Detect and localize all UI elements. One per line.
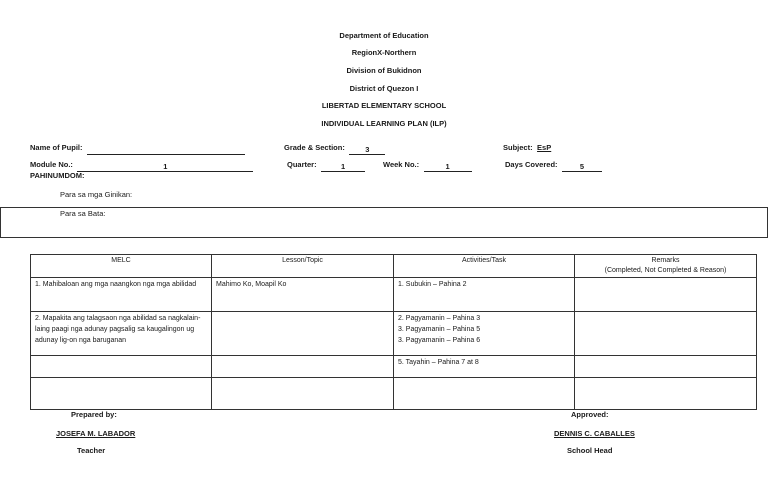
melc-header: MELC — [31, 255, 212, 278]
quarter-label: Quarter: — [287, 160, 317, 169]
header-plan-title: INDIVIDUAL LEARNING PLAN (ILP) — [321, 119, 447, 128]
grade-section-field — [284, 137, 385, 155]
lesson-cell: Mahimo Ko, Moapil Ko — [212, 278, 394, 312]
header-school: LIBERTAD ELEMENTARY SCHOOL — [321, 101, 447, 110]
remarks-cell — [575, 378, 757, 410]
week-label: Week No.: — [383, 160, 420, 169]
ilp-table — [30, 254, 757, 410]
module-label: Module No.: — [30, 160, 73, 169]
pupil-name-field — [30, 137, 245, 155]
table-row — [31, 378, 757, 410]
table-header-row — [31, 255, 757, 278]
remarks-cell — [575, 278, 757, 312]
melc-cell: 2. Mapakita ang talagsaon nga abilidad sa nagkalain-laing paagi nga adunay pagsalig sa kaugalingon ug adunay lig-on nga baruganan — [31, 312, 212, 356]
lesson-header: Lesson/Topic — [212, 255, 394, 278]
header-district: District of Quezon I — [349, 84, 419, 93]
remarks-cell — [575, 312, 757, 356]
approved-by-name: DENNIS C. CABALLES — [554, 429, 635, 438]
pupil-name-label: Name of Pupil: — [30, 143, 83, 152]
table-row — [31, 312, 757, 356]
prepared-by-role: Teacher — [77, 446, 106, 455]
activities-cell — [394, 278, 575, 312]
days-covered-value: 5 — [562, 162, 602, 172]
header-department: Department of Education — [339, 31, 429, 40]
melc-cell — [31, 356, 212, 378]
melc-cell: 1. Mahibaloan ang mga naangkon nga mga abilidad — [31, 278, 212, 312]
subject-value: EsP — [537, 143, 552, 152]
ginikan-label: Para sa mga Ginikan: — [60, 190, 133, 199]
remarks-header — [575, 255, 757, 278]
header-division: Division of Bukidnon — [346, 66, 422, 75]
quarter-field — [287, 154, 365, 172]
activity-item: 2. Pagyamanin – Pahina 3 — [398, 315, 481, 322]
prepared-by-name: JOSEFA M. LABADOR — [56, 429, 136, 438]
activity-item: 3. Pagyamanin – Pahina 5 — [398, 326, 481, 333]
pahinumdom-label: PAHINUMDOM: — [30, 171, 85, 180]
activity-item: 1. Subukin – Pahina 2 — [398, 281, 467, 288]
activities-header: Activities/Task — [394, 255, 575, 278]
subject-label: Subject: — [503, 143, 533, 152]
remarks-cell — [575, 356, 757, 378]
approved-label: Approved: — [571, 410, 609, 419]
remarks-header-title: Remarks — [651, 257, 680, 264]
activity-item: 5. Tayahin – Pahina 7 at 8 — [398, 359, 479, 366]
activities-cell — [394, 312, 575, 356]
bata-label: Para sa Bata: — [60, 209, 106, 218]
grade-section-value: 3 — [349, 145, 385, 155]
subject-field — [503, 137, 551, 155]
activities-cell — [394, 378, 575, 410]
prepared-by-label: Prepared by: — [71, 410, 117, 419]
module-value: 1 — [77, 162, 253, 172]
activities-cell — [394, 356, 575, 378]
header-region: RegionX-Northern — [351, 48, 417, 57]
lesson-cell — [212, 312, 394, 356]
grade-section-label: Grade & Section: — [284, 143, 345, 152]
table-row — [31, 356, 757, 378]
activity-item: 3. Pagyamanin – Pahina 6 — [398, 337, 481, 344]
approved-by-role: School Head — [567, 446, 613, 455]
table-row — [31, 278, 757, 312]
lesson-cell — [212, 378, 394, 410]
melc-cell — [31, 378, 212, 410]
days-covered-label: Days Covered: — [505, 160, 558, 169]
week-value: 1 — [424, 162, 472, 172]
module-field — [30, 154, 253, 172]
days-covered-field — [505, 154, 602, 172]
notes-box — [0, 207, 768, 238]
quarter-value: 1 — [321, 162, 365, 172]
remarks-header-subtitle: (Completed, Not Completed & Reason) — [604, 267, 727, 274]
lesson-cell — [212, 356, 394, 378]
week-field — [383, 154, 472, 172]
